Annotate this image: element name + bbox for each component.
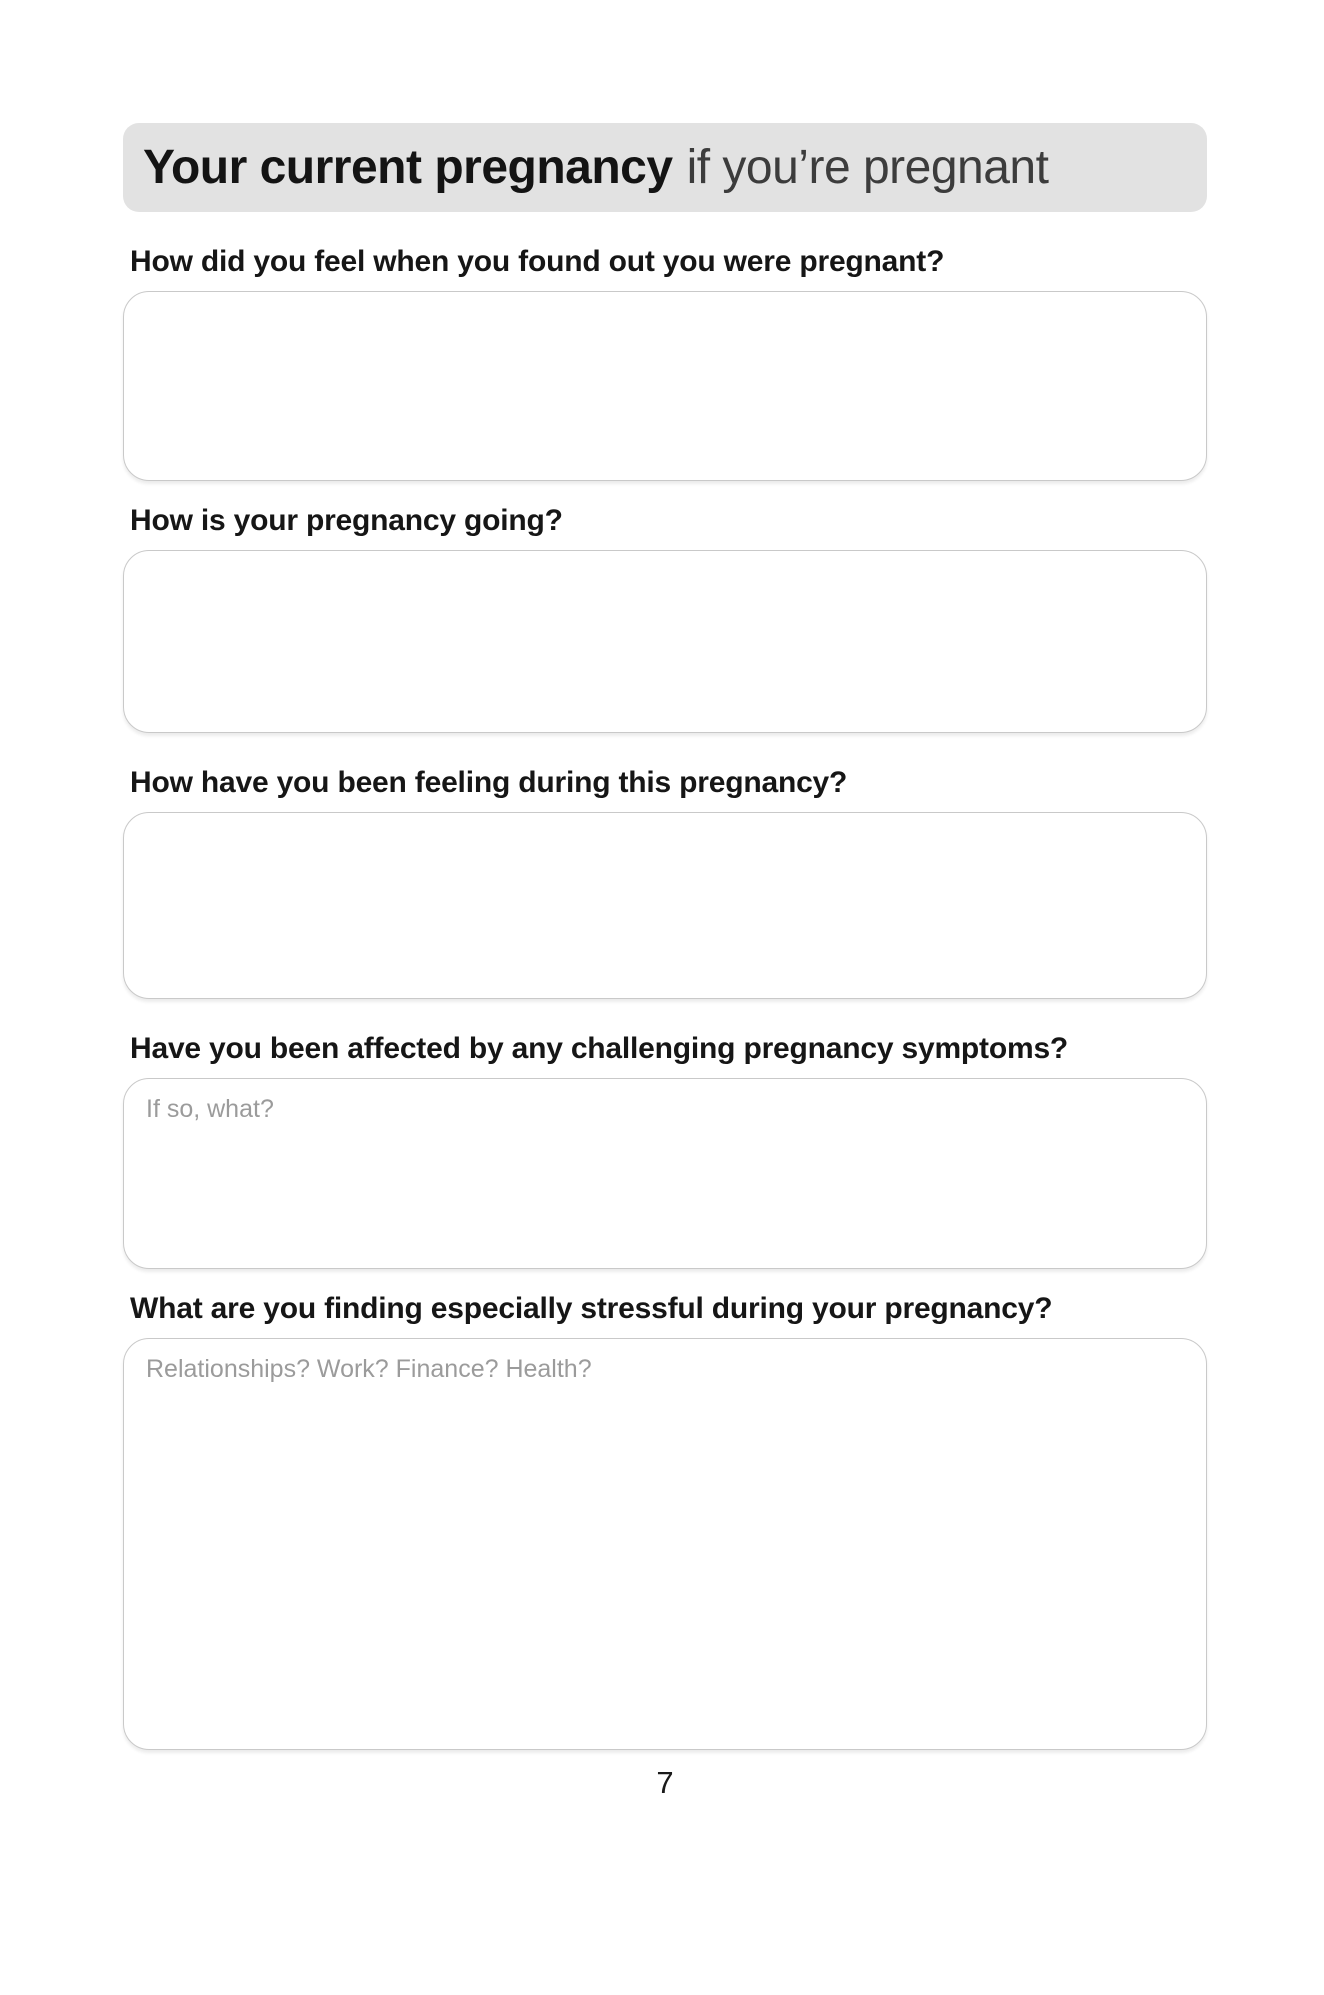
section-title-main: Your current pregnancy bbox=[143, 141, 673, 194]
question-label-challenging-symptoms: Have you been affected by any challenging pregnancy symptoms? bbox=[130, 1032, 1069, 1065]
question-label-feeling-during-pregnancy: How have you been feeling during this pregnancy? bbox=[130, 766, 848, 799]
question-label-found-out-feelings: How did you feel when you found out you were pregnant? bbox=[130, 245, 945, 278]
stressful-factors-textarea[interactable] bbox=[123, 1338, 1207, 1750]
question-label-pregnancy-going: How is your pregnancy going? bbox=[130, 504, 563, 537]
page-content bbox=[123, 123, 1207, 1801]
section-header bbox=[123, 123, 1207, 212]
question-label-stressful-factors: What are you finding especially stressful during your pregnancy? bbox=[130, 1292, 1053, 1325]
found-out-feelings-textarea[interactable] bbox=[123, 291, 1207, 481]
feeling-during-pregnancy-textarea[interactable] bbox=[123, 812, 1207, 999]
challenging-symptoms-textarea[interactable] bbox=[123, 1078, 1207, 1269]
pregnancy-going-textarea[interactable] bbox=[123, 550, 1207, 733]
page-number: 7 bbox=[656, 1765, 674, 1800]
section-title-qualifier: if you’re pregnant bbox=[686, 141, 1049, 194]
